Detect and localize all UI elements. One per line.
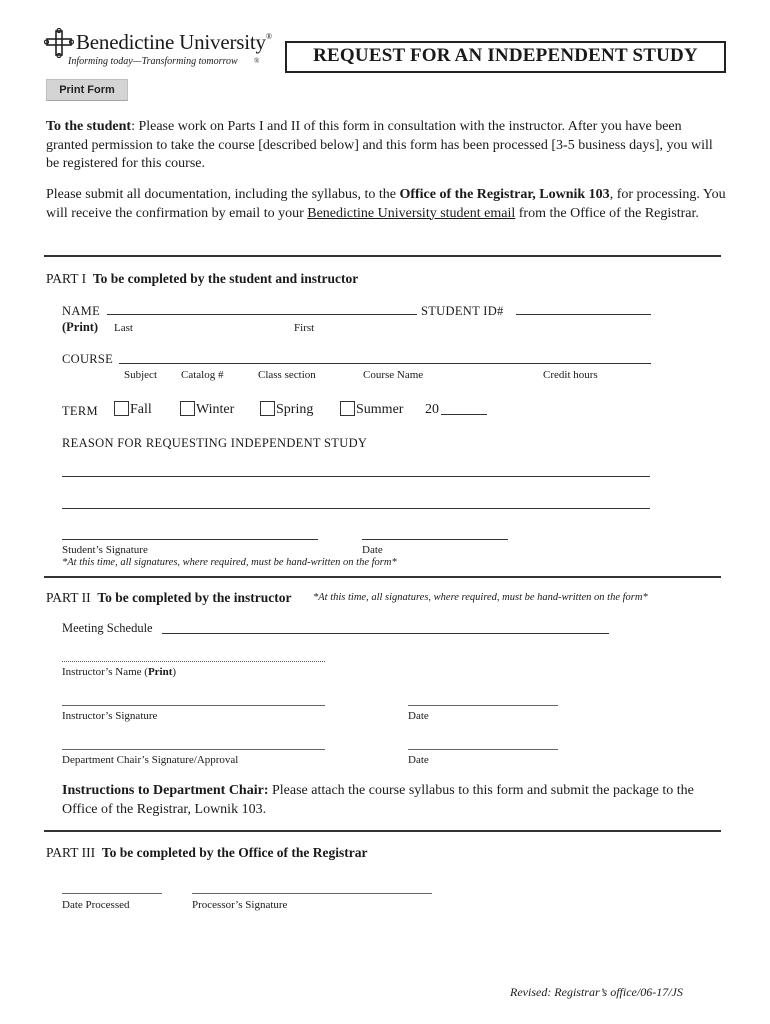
part1-title: To be completed by the student and instructor bbox=[92, 271, 359, 286]
term-summer-label: Summer bbox=[356, 402, 404, 417]
cross-emblem-icon bbox=[44, 28, 74, 58]
instructor-name-label bbox=[62, 666, 176, 678]
part3-divider bbox=[44, 830, 721, 832]
chair-date-line[interactable] bbox=[408, 749, 558, 750]
chair-instructions-text: Please attach the course syllabus to this form and submit the package to the Office of the Registrar, Lownik 103. bbox=[62, 783, 694, 817]
chair-date-label: Date bbox=[408, 754, 429, 766]
meeting-schedule-field[interactable] bbox=[162, 633, 609, 634]
course-field[interactable] bbox=[119, 363, 651, 364]
name-label: NAME bbox=[62, 304, 101, 318]
instructor-name-suffix: ) bbox=[172, 666, 177, 678]
student-id-label: STUDENT ID# bbox=[421, 304, 504, 318]
registrar-office: Office of the Registrar, Lownik 103 bbox=[399, 187, 610, 202]
university-name: Benedictine University bbox=[76, 30, 266, 54]
instructor-signature-line[interactable] bbox=[62, 705, 325, 706]
year-prefix: 20 bbox=[425, 402, 439, 417]
instructor-name-print: Print bbox=[147, 666, 173, 678]
part3-label: PART III bbox=[46, 845, 96, 860]
term-winter-label: Winter bbox=[196, 402, 235, 417]
term-fall-label: Fall bbox=[130, 402, 152, 417]
course-subject-label: Subject bbox=[124, 369, 157, 381]
processor-signature-label: Processor’s Signature bbox=[192, 899, 288, 911]
part3-heading bbox=[46, 845, 368, 861]
revision-note: Revised: Registrar’s office/06-17/JS bbox=[510, 985, 683, 999]
intro-student-text: : Please work on Parts I and II of this form in consultation with the instructor. After you have been granted permission to take the course [described below] and this form has been processed [3-5 business days], you will be registered for this course. bbox=[46, 119, 713, 171]
name-field[interactable] bbox=[107, 314, 417, 315]
submit-text-2: , for processing. You will receive the confirmation by email to your bbox=[46, 187, 726, 221]
part1-label: PART I bbox=[46, 271, 87, 286]
term-label: TERM bbox=[62, 404, 98, 418]
term-summer-checkbox[interactable] bbox=[340, 401, 355, 416]
registered-mark: ® bbox=[266, 32, 273, 41]
chair-instructions-lead: Instructions to Department Chair: bbox=[62, 783, 269, 798]
instructor-name-line[interactable] bbox=[62, 661, 325, 662]
form-title: REQUEST FOR AN INDEPENDENT STUDY bbox=[285, 41, 726, 73]
part1-divider bbox=[44, 255, 721, 257]
instructor-date-label: Date bbox=[408, 710, 429, 722]
intro-student-lead: To the student bbox=[46, 119, 132, 134]
part2-heading bbox=[46, 590, 291, 606]
university-logo bbox=[44, 28, 284, 72]
course-label: COURSE bbox=[62, 352, 114, 366]
course-name-label: Course Name bbox=[363, 369, 424, 381]
student-date-label: Date bbox=[362, 544, 383, 556]
last-name-label: Last bbox=[114, 322, 133, 334]
part3-title: To be completed by the Office of the Registrar bbox=[101, 845, 368, 860]
intro-submit-paragraph bbox=[46, 186, 726, 223]
instructor-date-line[interactable] bbox=[408, 705, 558, 706]
chair-signature-label: Department Chair’s Signature/Approval bbox=[62, 754, 239, 766]
part1-heading bbox=[46, 271, 358, 287]
reason-label: REASON FOR REQUESTING INDEPENDENT STUDY bbox=[62, 436, 368, 450]
chair-signature-line[interactable] bbox=[62, 749, 325, 750]
term-spring-checkbox[interactable] bbox=[260, 401, 275, 416]
part1-signature-note: *At this time, all signatures, where required, must be hand-written on the form* bbox=[62, 557, 397, 568]
credit-hours-label: Credit hours bbox=[543, 369, 598, 381]
term-fall-checkbox[interactable] bbox=[114, 401, 129, 416]
term-spring-label: Spring bbox=[276, 402, 314, 417]
first-name-label: First bbox=[294, 322, 315, 334]
course-catalog-label: Catalog # bbox=[181, 369, 224, 381]
reason-line-2[interactable] bbox=[62, 508, 650, 509]
part2-divider bbox=[44, 576, 721, 578]
tagline-mark: ® bbox=[254, 57, 260, 65]
submit-text-3: from the Office of the Registrar. bbox=[515, 205, 699, 221]
chair-instructions bbox=[62, 782, 722, 819]
term-winter-checkbox[interactable] bbox=[180, 401, 195, 416]
part2-label: PART II bbox=[46, 590, 91, 605]
instructor-name-prefix: Instructor’s Name ( bbox=[62, 666, 148, 678]
date-processed-label: Date Processed bbox=[62, 899, 130, 911]
date-processed-line[interactable] bbox=[62, 893, 162, 894]
part2-title: To be completed by the instructor bbox=[97, 590, 292, 605]
meeting-schedule-label: Meeting Schedule bbox=[62, 621, 153, 635]
print-label: (Print) bbox=[62, 320, 99, 334]
submit-text-1: Please submit all documentation, including the syllabus, to the bbox=[46, 187, 400, 202]
student-date-line[interactable] bbox=[362, 539, 508, 540]
intro-student-paragraph bbox=[46, 118, 726, 174]
reason-line-1[interactable] bbox=[62, 476, 650, 477]
tagline: Informing today—Transforming tomorrow bbox=[68, 56, 238, 67]
student-signature-line[interactable] bbox=[62, 539, 318, 540]
instructor-signature-label: Instructor’s Signature bbox=[62, 710, 158, 722]
student-email-link: Benedictine University student email bbox=[307, 205, 516, 221]
year-field[interactable] bbox=[441, 414, 487, 415]
course-section-label: Class section bbox=[258, 369, 316, 381]
student-signature-label: Student’s Signature bbox=[62, 544, 148, 556]
student-id-field[interactable] bbox=[516, 314, 651, 315]
print-form-button[interactable]: Print Form bbox=[46, 79, 128, 101]
processor-signature-line[interactable] bbox=[192, 893, 432, 894]
part2-signature-note: *At this time, all signatures, where required, must be hand-written on the form* bbox=[313, 592, 648, 603]
